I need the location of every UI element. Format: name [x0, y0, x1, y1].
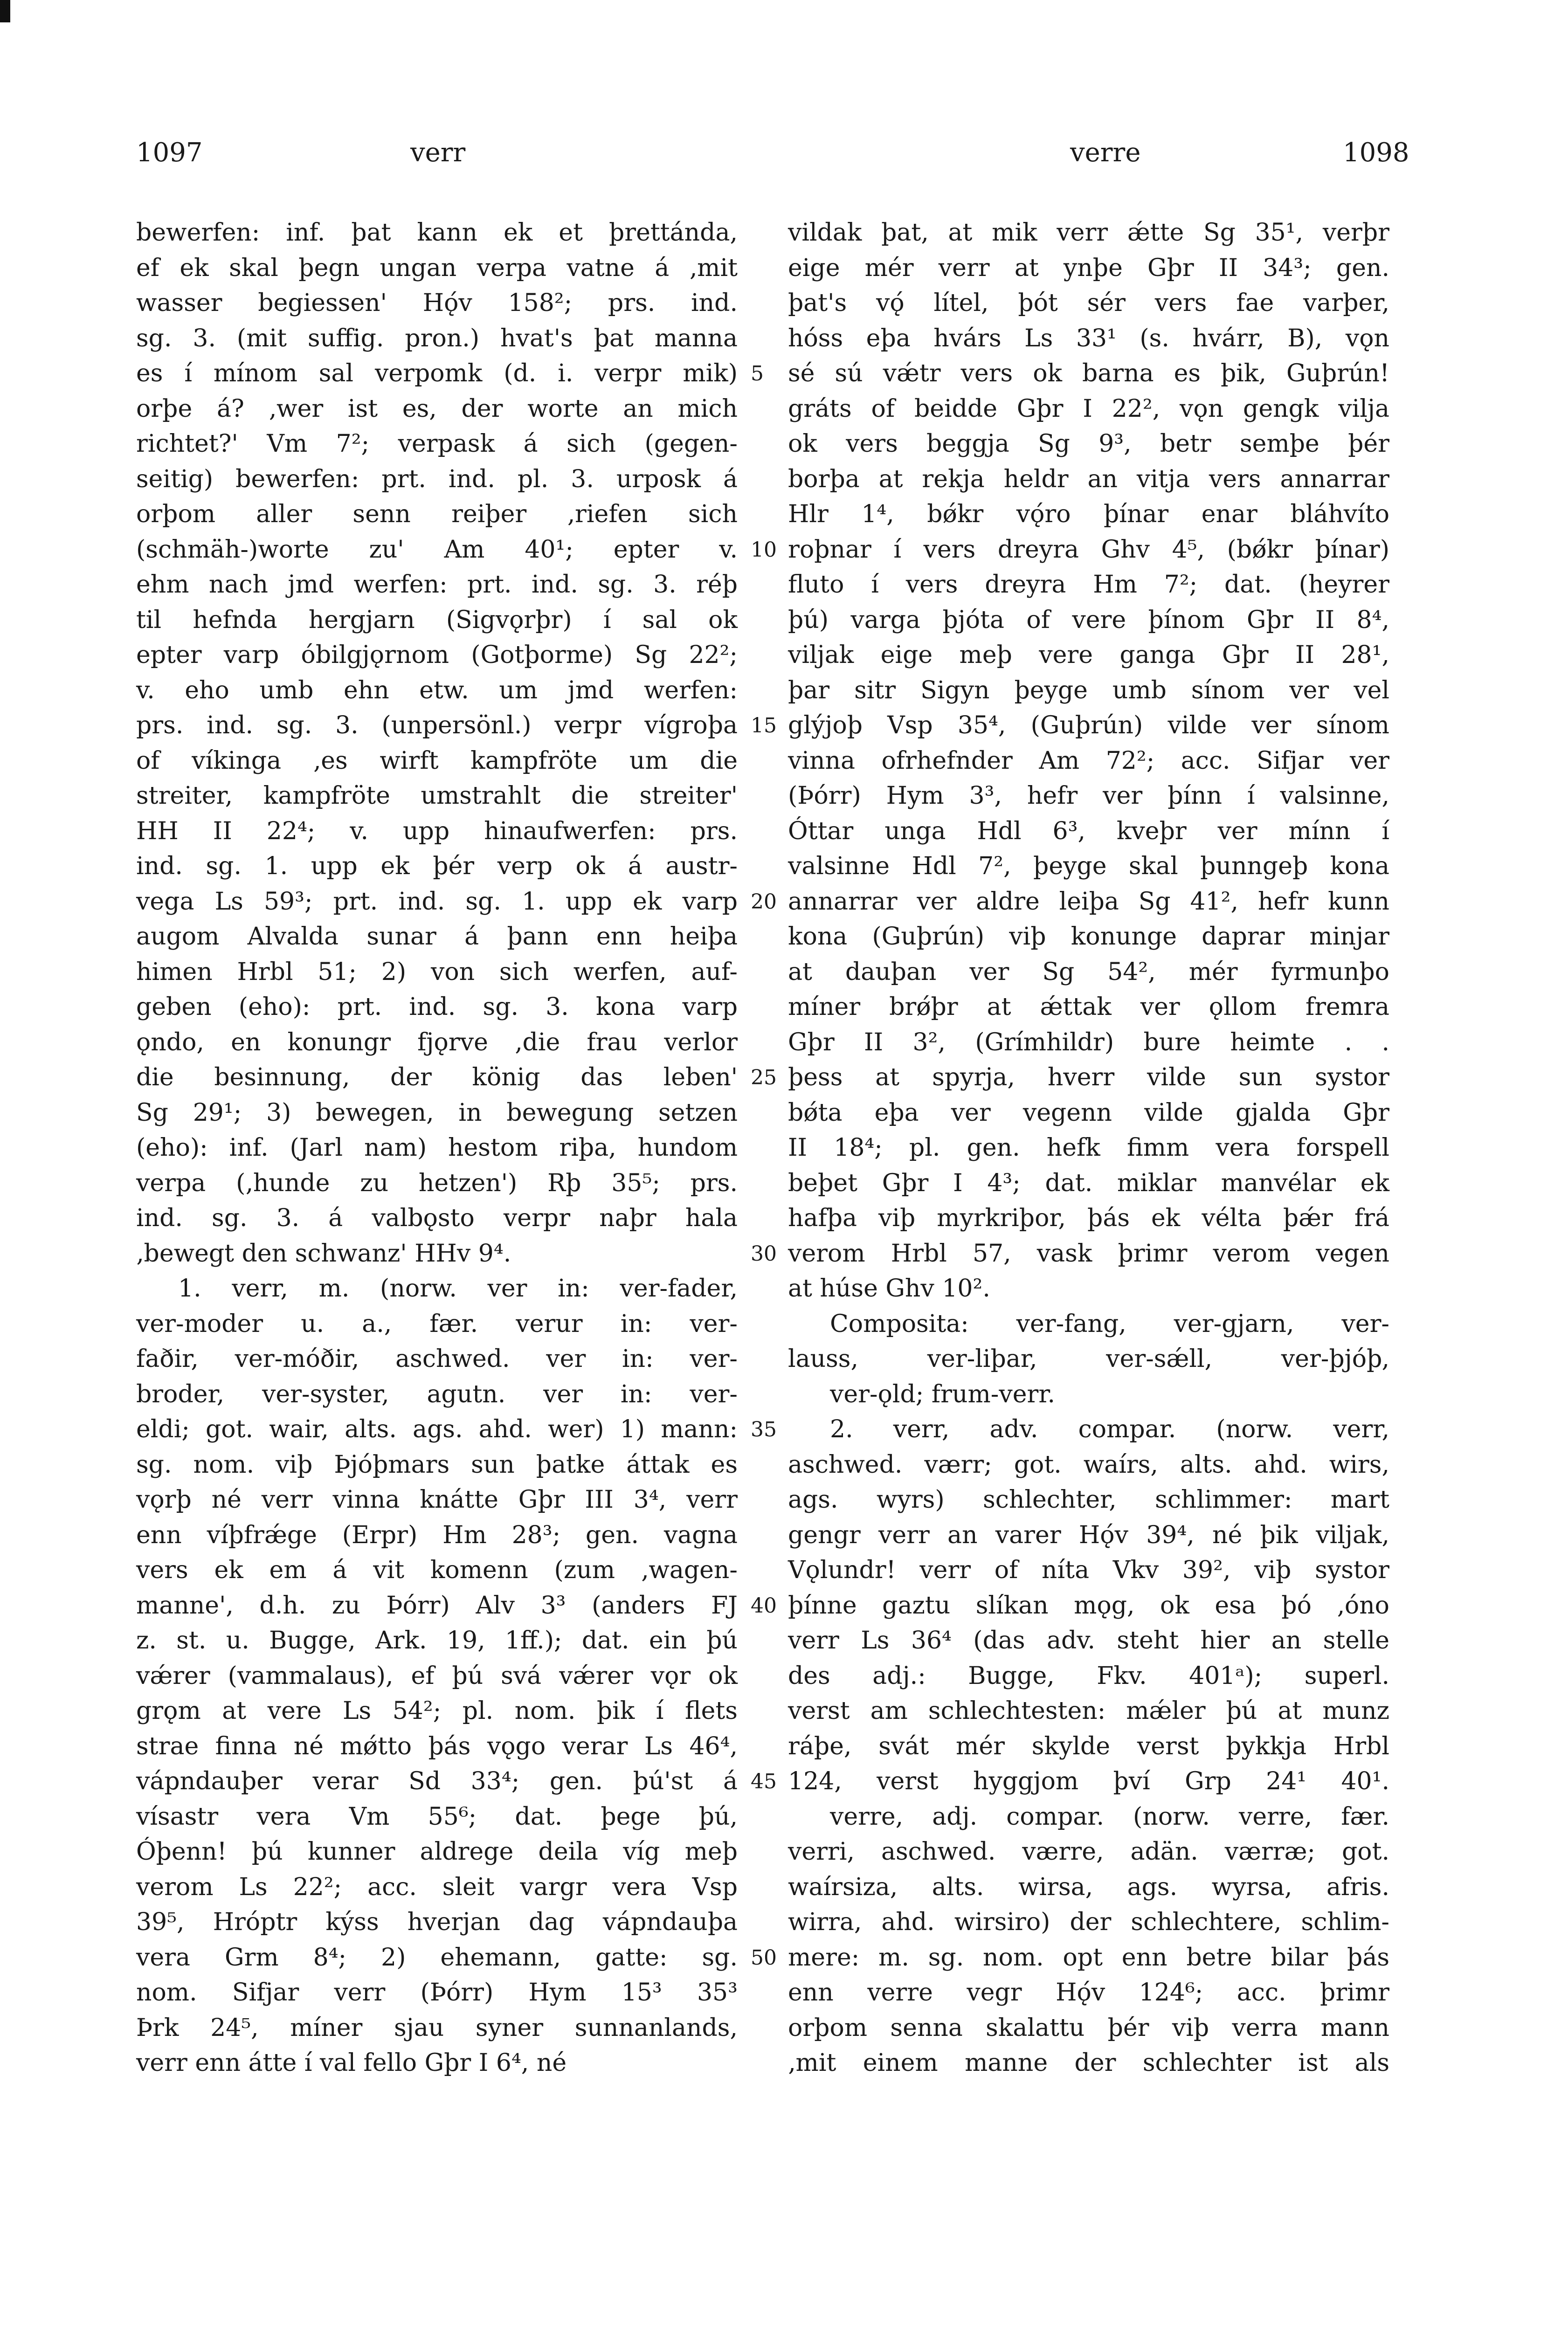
- line-number: 10: [751, 538, 777, 562]
- right-column: [788, 215, 1389, 2081]
- text-line: II 18⁴; pl. gen. hefk fimm vera forspell: [788, 1134, 1389, 1162]
- text-line: verr enn átte í val fello Gþr I 6⁴, né: [136, 2049, 567, 2077]
- line-number: 50: [751, 1945, 777, 1970]
- text-line: geben (eho): prt. ind. sg. 3. kona varp: [136, 993, 738, 1021]
- text-line: vinna ofrhefnder Am 72²; acc. Sifjar ver: [788, 746, 1389, 775]
- text-line: vísastr vera Vm 55⁶; dat. þege þú,: [136, 1802, 738, 1831]
- line-number: 35: [751, 1418, 777, 1441]
- text-line: vǫrþ né verr vinna knátte Gþr III 3⁴, verr: [136, 1486, 738, 1514]
- text-line: enn verre vegr Hǫ́v 124⁶; acc. þrimr: [788, 1979, 1389, 2007]
- text-line: HH II 22⁴; v. upp hinaufwerfen: prs.: [136, 817, 738, 845]
- text-line: vera Grm 8⁴; 2) ehemann, gatte: sg.: [136, 1943, 738, 1972]
- text-line: verre, adj. compar. (norw. verre, fær.: [830, 1802, 1389, 1831]
- scan-corner-mark: [0, 0, 10, 22]
- text-line: kona (Guþrún) viþ konunge daprar minjar: [788, 923, 1389, 951]
- text-line: sé sú vǽtr vers ok barna es þik, Guþrún!: [788, 359, 1389, 387]
- left-page-number: 1097: [136, 138, 203, 168]
- text-line: vildak þat, at mik verr ǽtte Sg 35¹, verþr: [788, 219, 1389, 247]
- text-line: ags. wyrs) schlechter, schlimmer: mart: [788, 1486, 1389, 1514]
- text-line: verst am schlechtesten: mǽler þú at munz: [788, 1697, 1389, 1725]
- text-line: roþnar í vers dreyra Ghv 4⁵, (bǿkr þínar): [788, 535, 1389, 564]
- text-line: (schmäh-)worte zu' Am 40¹; epter v.: [136, 535, 738, 564]
- text-line: ver-ǫld; frum-verr.: [830, 1380, 1056, 1408]
- text-line: himen Hrbl 51; 2) von sich werfen, auf-: [136, 958, 738, 986]
- text-line: Sg 29¹; 3) bewegen, in bewegung setzen: [136, 1098, 738, 1127]
- text-line: (eho): inf. (Jarl nam) hestom riþa, hundom: [136, 1134, 738, 1162]
- text-line: borþa at rekja heldr an vitja vers annarrar: [788, 465, 1389, 493]
- text-line: annarrar ver aldre leiþa Sg 41², hefr kunn: [788, 887, 1389, 916]
- text-line: nom. Sifjar verr (Þórr) Hym 15³ 35³: [136, 1979, 738, 2007]
- text-line: fluto í vers dreyra Hm 7²; dat. (heyrer: [788, 571, 1389, 599]
- text-line: orþe á? ‚wer ist es, der worte an mich: [136, 394, 738, 423]
- text-line: streiter, kampfröte umstrahlt die streiter': [136, 782, 738, 810]
- text-line: viljak eige meþ vere ganga Gþr II 28¹,: [788, 641, 1389, 669]
- text-line: richtet?' Vm 7²; verpask á sich (gegen-: [136, 430, 738, 458]
- text-line: Composita: ver-fang, ver-gjarn, ver-: [830, 1310, 1389, 1338]
- text-line: verri, aschwed. værre, adän. værræ; got.: [788, 1838, 1389, 1866]
- text-line: ‚bewegt den schwanz' HHv 9⁴.: [136, 1239, 511, 1268]
- text-line: grǫm at vere Ls 54²; pl. nom. þik í flets: [136, 1697, 738, 1725]
- text-line: manne', d.h. zu Þórr) Alv 3³ (anders FJ: [136, 1591, 738, 1620]
- text-line: þínne gaztu slíkan mǫg, ok esa þó ‚óno: [788, 1591, 1389, 1620]
- text-line: hafþa viþ myrkriþor, þás ek vélta þǽr frá: [788, 1204, 1389, 1232]
- text-line: valsinne Hdl 7², þeyge skal þunngeþ kona: [788, 852, 1389, 880]
- text-line: broder, ver-syster, agutn. ver in: ver-: [136, 1380, 738, 1408]
- text-line: Vǫlundr! verr of níta Vkv 39², viþ systor: [788, 1556, 1389, 1584]
- text-line: til hefnda hergjarn (Sigvǫrþr) í sal ok: [136, 606, 738, 634]
- text-line: gengr verr an varer Hǫ́v 39⁴, né þik viljak,: [788, 1521, 1389, 1549]
- line-number: 15: [751, 714, 777, 738]
- text-line: ‚mit einem manne der schlechter ist als: [788, 2049, 1389, 2077]
- text-line: glýjoþ Vsp 35⁴, (Guþrún) vilde ver sínom: [788, 711, 1389, 739]
- text-line: ind. sg. 3. á valbǫsto verpr naþr hala: [136, 1204, 738, 1232]
- text-line: þar sitr Sigyn þeyge umb sínom ver vel: [788, 676, 1389, 704]
- text-line: verr Ls 36⁴ (das adv. steht hier an stelle: [788, 1627, 1389, 1655]
- text-line: ver-moder u. a., fær. verur in: ver-: [136, 1310, 738, 1338]
- text-line: at dauþan ver Sg 54², mér fyrmunþo: [788, 958, 1389, 986]
- text-line: eige mér verr at ynþe Gþr II 34³; gen.: [788, 254, 1389, 282]
- text-line: aschwed. værr; got. waírs, alts. ahd. wirs,: [788, 1450, 1389, 1479]
- text-line: orþom senna skalattu þér viþ verra mann: [788, 2014, 1389, 2042]
- line-number: 25: [751, 1066, 777, 1090]
- line-number: 20: [751, 890, 777, 914]
- text-line: faðir, ver-móðir, aschwed. ver in: ver-: [136, 1345, 738, 1373]
- text-line: bewerfen: inf. þat kann ek et þrettánda,: [136, 219, 738, 247]
- text-line: die besinnung, der könig das leben': [136, 1063, 738, 1091]
- text-line: vǽrer (vammalaus), ef þú svá vǽrer vǫr ok: [136, 1662, 738, 1690]
- text-line: 124, verst hyggjom því Grp 24¹ 40¹.: [788, 1767, 1389, 1795]
- text-line: 39⁵, Hróptr kýss hverjan dag vápndauþa: [136, 1908, 738, 1936]
- line-number: 40: [751, 1593, 777, 1618]
- text-line: þú) varga þjóta of vere þínom Gþr II 8⁴,: [788, 606, 1389, 634]
- text-line: seitig) bewerfen: prt. ind. pl. 3. urposk á: [136, 465, 738, 493]
- text-line: 2. verr, adv. compar. (norw. verr,: [830, 1415, 1389, 1443]
- text-line: prs. ind. sg. 3. (unpersönl.) verpr vígroþa: [136, 711, 738, 739]
- text-line: verom Ls 22²; acc. sleit vargr vera Vsp: [136, 1873, 738, 1901]
- text-line: of víkinga ‚es wirft kampfröte um die: [136, 746, 738, 775]
- text-line: verom Hrbl 57, vask þrimr verom vegen: [788, 1239, 1389, 1268]
- text-line: Óþenn! þú kunner aldrege deila víg meþ: [136, 1838, 738, 1866]
- text-line: sg. 3. (mit suffig. pron.) hvat's þat manna: [136, 324, 738, 352]
- text-line: v. eho umb ehn etw. um jmd werfen:: [136, 676, 738, 704]
- left-running-head: verr: [410, 138, 466, 168]
- text-line: vers ek em á vit komenn (zum ‚wagen-: [136, 1556, 738, 1584]
- text-line: ehm nach jmd werfen: prt. ind. sg. 3. réþ: [136, 571, 738, 599]
- text-line: at húse Ghv 10².: [788, 1275, 990, 1303]
- text-line: vega Ls 59³; prt. ind. sg. 1. upp ek varp: [136, 887, 738, 916]
- text-line: hóss eþa hvárs Ls 33¹ (s. hvárr, B), vǫn: [788, 324, 1389, 352]
- text-line: ok vers beggja Sg 9³, betr semþe þér: [788, 430, 1389, 458]
- text-line: sg. nom. viþ Þjóþmars sun þatke áttak es: [136, 1450, 738, 1479]
- text-line: Hlr 1⁴, bǿkr vǫ́ro þínar enar bláhvíto: [788, 500, 1389, 528]
- text-line: z. st. u. Bugge, Ark. 19, 1ff.); dat. ein þú: [136, 1627, 738, 1655]
- text-line: bǿta eþa ver vegenn vilde gjalda Gþr: [788, 1098, 1389, 1127]
- text-line: lauss, ver-liþar, ver-sǽll, ver-þjóþ,: [788, 1345, 1389, 1373]
- text-line: 1. verr, m. (norw. ver in: ver-fader,: [178, 1275, 738, 1303]
- text-line: mere: m. sg. nom. opt enn betre bilar þás: [788, 1943, 1389, 1972]
- left-column: [136, 215, 738, 2081]
- text-line: (Þórr) Hym 3³, hefr ver þínn í valsinne,: [788, 782, 1389, 810]
- text-line: beþet Gþr I 4³; dat. miklar manvélar ek: [788, 1169, 1389, 1197]
- text-line: ind. sg. 1. upp ek þér verp ok á austr-: [136, 852, 738, 880]
- text-line: Þrk 24⁵, míner sjau syner sunnanlands,: [136, 2014, 738, 2042]
- text-line: des adj.: Bugge, Fkv. 401ᵃ); superl.: [788, 1662, 1389, 1690]
- line-number: 30: [751, 1241, 777, 1266]
- text-line: verpa (‚hunde zu hetzen') Rþ 35⁵; prs.: [136, 1169, 738, 1197]
- right-running-head: verre: [1070, 138, 1141, 168]
- text-line: míner brǿþr at ǽttak ver ǫllom fremra: [788, 993, 1389, 1021]
- text-line: ǫndo, en konungr fjǫrve ‚die frau verlor: [136, 1028, 738, 1056]
- text-line: orþom aller senn reiþer ‚riefen sich: [136, 500, 738, 528]
- text-line: Óttar unga Hdl 6³, kveþr ver mínn í: [788, 817, 1389, 845]
- text-line: es í mínom sal verpomk (d. i. verpr mik): [136, 359, 738, 387]
- line-number: 45: [751, 1770, 777, 1793]
- text-line: wasser begiessen' Hǫ́v 158²; prs. ind.: [136, 289, 738, 317]
- right-page-number: 1098: [1343, 138, 1409, 168]
- line-number: 5: [751, 362, 764, 386]
- text-line: gráts of beidde Gþr I 22², vǫn gengk vilja: [788, 394, 1389, 423]
- text-line: enn víþfrǽge (Erpr) Hm 28³; gen. vagna: [136, 1521, 738, 1549]
- text-line: epter varp óbilgjǫrnom (Gotþorme) Sg 22²;: [136, 641, 738, 669]
- text-line: þess at spyrja, hverr vilde sun systor: [788, 1063, 1389, 1091]
- text-line: ráþe, svát mér skylde verst þykkja Hrbl: [788, 1732, 1389, 1760]
- text-line: þat's vǫ́ lítel, þót sér vers fae varþer,: [788, 289, 1389, 317]
- text-line: Gþr II 3², (Grímhildr) bure heimte . .: [788, 1028, 1389, 1056]
- text-line: eldi; got. wair, alts. ags. ahd. wer) 1) mann:: [136, 1415, 738, 1443]
- text-line: ef ek skal þegn ungan verpa vatne á ‚mit: [136, 254, 738, 282]
- text-line: strae finna né mǿtto þás vǫgo verar Ls 46⁴,: [136, 1732, 738, 1760]
- text-line: wirra, ahd. wirsiro) der schlechtere, schlim-: [788, 1908, 1389, 1936]
- text-line: vápndauþer verar Sd 33⁴; gen. þú'st á: [136, 1767, 738, 1795]
- text-line: augom Alvalda sunar á þann enn heiþa: [136, 923, 738, 951]
- text-line: waírsiza, alts. wirsa, ags. wyrsa, afris.: [788, 1873, 1389, 1901]
